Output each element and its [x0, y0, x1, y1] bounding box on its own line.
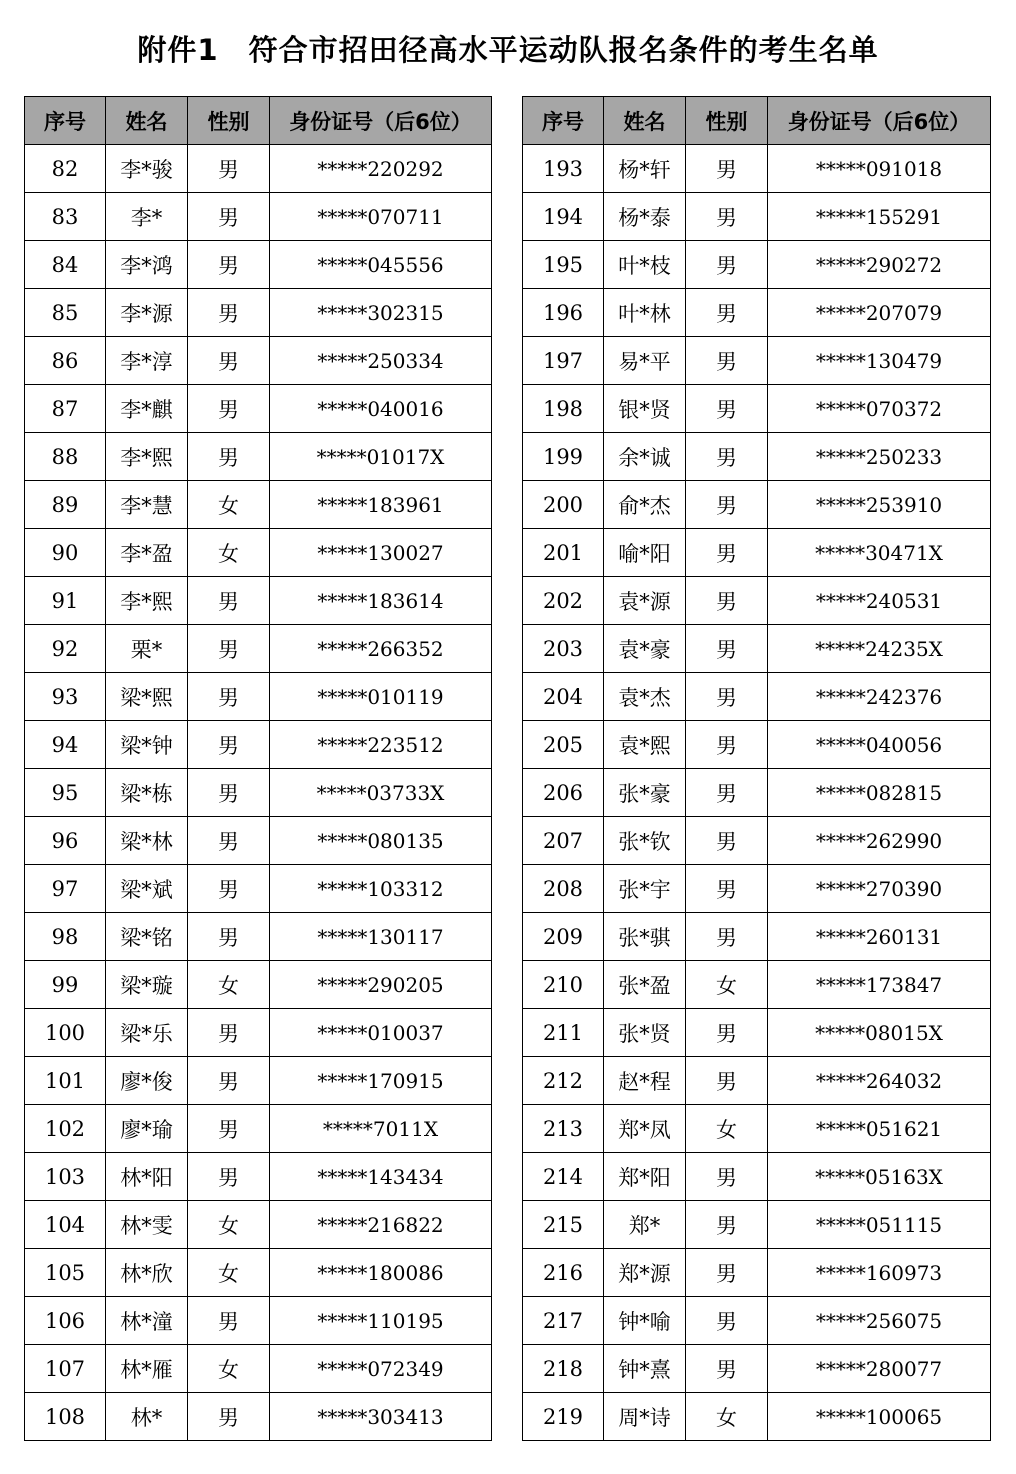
- cell-id: *****130117: [270, 913, 492, 961]
- cell-gender: 男: [686, 529, 768, 577]
- cell-name: 林*阳: [106, 1153, 188, 1201]
- cell-gender: 男: [686, 673, 768, 721]
- cell-name: 叶*林: [604, 289, 686, 337]
- cell-name: 林*欣: [106, 1249, 188, 1297]
- cell-gender: 男: [188, 1153, 270, 1201]
- cell-name: 梁*熙: [106, 673, 188, 721]
- cell-name: 李*淳: [106, 337, 188, 385]
- cell-name: 张*盈: [604, 961, 686, 1009]
- header-name: 姓名: [604, 97, 686, 145]
- cell-id: *****266352: [270, 625, 492, 673]
- table-row: [25, 1345, 492, 1393]
- table-row: [523, 289, 991, 337]
- cell-seq: 195: [523, 241, 604, 289]
- cell-seq: 208: [523, 865, 604, 913]
- table-row: [25, 769, 492, 817]
- cell-gender: 男: [188, 337, 270, 385]
- cell-id: *****242376: [768, 673, 991, 721]
- table-row: [523, 817, 991, 865]
- cell-id: *****24235X: [768, 625, 991, 673]
- cell-gender: 男: [686, 625, 768, 673]
- cell-name: 梁*林: [106, 817, 188, 865]
- cell-gender: 男: [188, 769, 270, 817]
- cell-id: *****070372: [768, 385, 991, 433]
- cell-gender: 男: [188, 433, 270, 481]
- cell-id: *****155291: [768, 193, 991, 241]
- cell-name: 杨*轩: [604, 145, 686, 193]
- table-row: [523, 241, 991, 289]
- cell-gender: 男: [686, 337, 768, 385]
- cell-name: 张*钦: [604, 817, 686, 865]
- table-row: [25, 817, 492, 865]
- header-id: 身份证号（后6位）: [270, 97, 492, 145]
- table-row: [25, 961, 492, 1009]
- cell-seq: 198: [523, 385, 604, 433]
- table-row: [25, 433, 492, 481]
- table-row: [25, 1297, 492, 1345]
- table-row: [25, 529, 492, 577]
- cell-name: 余*诚: [604, 433, 686, 481]
- cell-gender: 男: [686, 769, 768, 817]
- cell-gender: 男: [188, 193, 270, 241]
- cell-name: 易*平: [604, 337, 686, 385]
- header-seq: 序号: [523, 97, 604, 145]
- cell-id: *****160973: [768, 1249, 991, 1297]
- cell-seq: 86: [25, 337, 106, 385]
- cell-id: *****256075: [768, 1297, 991, 1345]
- cell-seq: 92: [25, 625, 106, 673]
- cell-seq: 103: [25, 1153, 106, 1201]
- cell-gender: 男: [686, 193, 768, 241]
- cell-id: *****130479: [768, 337, 991, 385]
- cell-seq: 90: [25, 529, 106, 577]
- table-row: [25, 145, 492, 193]
- cell-seq: 83: [25, 193, 106, 241]
- cell-id: *****290205: [270, 961, 492, 1009]
- cell-name: 李*: [106, 193, 188, 241]
- cell-seq: 96: [25, 817, 106, 865]
- cell-name: 廖*瑜: [106, 1105, 188, 1153]
- table-row: [523, 1201, 991, 1249]
- cell-gender: 男: [686, 865, 768, 913]
- cell-name: 栗*: [106, 625, 188, 673]
- header-gender: 性别: [188, 97, 270, 145]
- cell-name: 梁*栋: [106, 769, 188, 817]
- cell-gender: 男: [188, 1105, 270, 1153]
- table-row: [25, 625, 492, 673]
- header-seq: 序号: [25, 97, 106, 145]
- candidate-table-left: [24, 96, 492, 1441]
- cell-gender: 男: [188, 817, 270, 865]
- cell-seq: 108: [25, 1393, 106, 1441]
- cell-seq: 97: [25, 865, 106, 913]
- header-gender: 性别: [686, 97, 768, 145]
- cell-seq: 219: [523, 1393, 604, 1441]
- cell-seq: 217: [523, 1297, 604, 1345]
- cell-id: *****070711: [270, 193, 492, 241]
- cell-id: *****30471X: [768, 529, 991, 577]
- cell-name: 梁*斌: [106, 865, 188, 913]
- cell-gender: 女: [188, 481, 270, 529]
- cell-name: 张*豪: [604, 769, 686, 817]
- cell-name: 林*雁: [106, 1345, 188, 1393]
- cell-id: *****103312: [270, 865, 492, 913]
- table-row: [25, 241, 492, 289]
- cell-id: *****143434: [270, 1153, 492, 1201]
- cell-id: *****253910: [768, 481, 991, 529]
- cell-id: *****170915: [270, 1057, 492, 1105]
- cell-gender: 男: [686, 817, 768, 865]
- table-row: [25, 1009, 492, 1057]
- cell-gender: 男: [686, 289, 768, 337]
- cell-seq: 99: [25, 961, 106, 1009]
- cell-gender: 女: [188, 1345, 270, 1393]
- cell-gender: 男: [686, 1057, 768, 1105]
- cell-name: 李*麒: [106, 385, 188, 433]
- cell-id: *****091018: [768, 145, 991, 193]
- cell-seq: 93: [25, 673, 106, 721]
- cell-seq: 100: [25, 1009, 106, 1057]
- cell-gender: 男: [686, 385, 768, 433]
- table-row: [523, 1105, 991, 1153]
- cell-id: *****280077: [768, 1345, 991, 1393]
- table-row: [523, 529, 991, 577]
- cell-name: 李*骏: [106, 145, 188, 193]
- cell-seq: 105: [25, 1249, 106, 1297]
- cell-gender: 男: [188, 1297, 270, 1345]
- cell-seq: 210: [523, 961, 604, 1009]
- table-header-row: [523, 97, 991, 145]
- cell-id: *****130027: [270, 529, 492, 577]
- cell-gender: 男: [188, 577, 270, 625]
- cell-gender: 男: [686, 1249, 768, 1297]
- cell-gender: 女: [686, 1393, 768, 1441]
- cell-id: *****264032: [768, 1057, 991, 1105]
- cell-gender: 男: [686, 241, 768, 289]
- table-row: [523, 145, 991, 193]
- cell-id: *****216822: [270, 1201, 492, 1249]
- cell-gender: 女: [188, 529, 270, 577]
- cell-name: 郑*: [604, 1201, 686, 1249]
- table-row: [523, 577, 991, 625]
- table-row: [25, 1153, 492, 1201]
- cell-gender: 男: [188, 913, 270, 961]
- cell-seq: 205: [523, 721, 604, 769]
- cell-id: *****223512: [270, 721, 492, 769]
- table-row: [523, 1249, 991, 1297]
- cell-seq: 84: [25, 241, 106, 289]
- cell-seq: 216: [523, 1249, 604, 1297]
- cell-id: *****180086: [270, 1249, 492, 1297]
- cell-id: *****290272: [768, 241, 991, 289]
- cell-name: 梁*乐: [106, 1009, 188, 1057]
- cell-gender: 男: [686, 1009, 768, 1057]
- table-row: [523, 721, 991, 769]
- cell-seq: 107: [25, 1345, 106, 1393]
- cell-seq: 88: [25, 433, 106, 481]
- table-row: [523, 961, 991, 1009]
- cell-seq: 98: [25, 913, 106, 961]
- cell-id: *****262990: [768, 817, 991, 865]
- cell-name: 梁*钟: [106, 721, 188, 769]
- cell-id: *****183614: [270, 577, 492, 625]
- cell-seq: 212: [523, 1057, 604, 1105]
- cell-gender: 女: [686, 1105, 768, 1153]
- cell-seq: 89: [25, 481, 106, 529]
- cell-name: 郑*源: [604, 1249, 686, 1297]
- cell-seq: 82: [25, 145, 106, 193]
- cell-seq: 213: [523, 1105, 604, 1153]
- table-row: [523, 1393, 991, 1441]
- cell-gender: 男: [188, 1057, 270, 1105]
- cell-id: *****082815: [768, 769, 991, 817]
- cell-seq: 215: [523, 1201, 604, 1249]
- table-row: [523, 865, 991, 913]
- cell-seq: 95: [25, 769, 106, 817]
- cell-id: *****051621: [768, 1105, 991, 1153]
- cell-seq: 209: [523, 913, 604, 961]
- cell-seq: 104: [25, 1201, 106, 1249]
- cell-name: 梁*铭: [106, 913, 188, 961]
- cell-name: 袁*源: [604, 577, 686, 625]
- cell-gender: 女: [188, 961, 270, 1009]
- cell-name: 郑*阳: [604, 1153, 686, 1201]
- table-row: [25, 673, 492, 721]
- table-row: [25, 385, 492, 433]
- cell-gender: 男: [188, 625, 270, 673]
- cell-name: 李*熙: [106, 433, 188, 481]
- table-row: [523, 337, 991, 385]
- cell-name: 李*鸿: [106, 241, 188, 289]
- table-row: [25, 481, 492, 529]
- cell-seq: 204: [523, 673, 604, 721]
- cell-seq: 199: [523, 433, 604, 481]
- cell-gender: 男: [686, 1345, 768, 1393]
- table-row: [25, 1057, 492, 1105]
- cell-seq: 102: [25, 1105, 106, 1153]
- cell-id: *****100065: [768, 1393, 991, 1441]
- cell-seq: 202: [523, 577, 604, 625]
- cell-name: 喻*阳: [604, 529, 686, 577]
- cell-id: *****080135: [270, 817, 492, 865]
- cell-name: 袁*杰: [604, 673, 686, 721]
- cell-id: *****270390: [768, 865, 991, 913]
- cell-id: *****250233: [768, 433, 991, 481]
- cell-seq: 211: [523, 1009, 604, 1057]
- cell-gender: 男: [188, 865, 270, 913]
- table-row: [25, 1201, 492, 1249]
- table-row: [523, 193, 991, 241]
- cell-name: 袁*熙: [604, 721, 686, 769]
- cell-seq: 207: [523, 817, 604, 865]
- cell-name: 叶*枝: [604, 241, 686, 289]
- table-row: [523, 433, 991, 481]
- cell-id: *****051115: [768, 1201, 991, 1249]
- cell-name: 杨*泰: [604, 193, 686, 241]
- cell-gender: 男: [188, 145, 270, 193]
- cell-gender: 男: [686, 433, 768, 481]
- header-name: 姓名: [106, 97, 188, 145]
- cell-seq: 94: [25, 721, 106, 769]
- table-row: [25, 865, 492, 913]
- cell-gender: 男: [188, 1393, 270, 1441]
- cell-id: *****05163X: [768, 1153, 991, 1201]
- cell-gender: 女: [188, 1249, 270, 1297]
- cell-id: *****240531: [768, 577, 991, 625]
- cell-gender: 女: [188, 1201, 270, 1249]
- cell-id: *****303413: [270, 1393, 492, 1441]
- cell-gender: 男: [188, 385, 270, 433]
- cell-id: *****173847: [768, 961, 991, 1009]
- candidate-table-right: [522, 96, 991, 1441]
- cell-seq: 193: [523, 145, 604, 193]
- table-row: [523, 913, 991, 961]
- cell-name: 银*贤: [604, 385, 686, 433]
- table-row: [523, 1009, 991, 1057]
- cell-seq: 203: [523, 625, 604, 673]
- cell-seq: 197: [523, 337, 604, 385]
- table-row: [523, 1057, 991, 1105]
- cell-id: *****010037: [270, 1009, 492, 1057]
- cell-gender: 男: [686, 145, 768, 193]
- cell-name: 林*雯: [106, 1201, 188, 1249]
- table-row: [25, 1105, 492, 1153]
- table-row: [523, 673, 991, 721]
- cell-name: 廖*俊: [106, 1057, 188, 1105]
- cell-gender: 男: [188, 721, 270, 769]
- cell-name: 张*贤: [604, 1009, 686, 1057]
- cell-id: *****7011X: [270, 1105, 492, 1153]
- cell-gender: 女: [686, 961, 768, 1009]
- cell-gender: 男: [188, 289, 270, 337]
- cell-seq: 196: [523, 289, 604, 337]
- cell-seq: 200: [523, 481, 604, 529]
- cell-seq: 206: [523, 769, 604, 817]
- cell-name: 林*: [106, 1393, 188, 1441]
- cell-gender: 男: [686, 1297, 768, 1345]
- cell-gender: 男: [188, 241, 270, 289]
- table-row: [25, 193, 492, 241]
- cell-id: *****03733X: [270, 769, 492, 817]
- cell-id: *****040016: [270, 385, 492, 433]
- table-row: [25, 1249, 492, 1297]
- cell-gender: 男: [686, 913, 768, 961]
- cell-seq: 218: [523, 1345, 604, 1393]
- cell-id: *****010119: [270, 673, 492, 721]
- table-row: [25, 721, 492, 769]
- cell-id: *****08015X: [768, 1009, 991, 1057]
- cell-id: *****183961: [270, 481, 492, 529]
- table-row: [523, 1297, 991, 1345]
- cell-seq: 101: [25, 1057, 106, 1105]
- cell-seq: 106: [25, 1297, 106, 1345]
- cell-id: *****220292: [270, 145, 492, 193]
- cell-name: 李*慧: [106, 481, 188, 529]
- table-row: [523, 385, 991, 433]
- table-row: [523, 1345, 991, 1393]
- cell-id: *****250334: [270, 337, 492, 385]
- cell-name: 俞*杰: [604, 481, 686, 529]
- cell-name: 钟*熹: [604, 1345, 686, 1393]
- cell-seq: 87: [25, 385, 106, 433]
- table-row: [25, 913, 492, 961]
- cell-seq: 85: [25, 289, 106, 337]
- cell-gender: 男: [686, 1201, 768, 1249]
- cell-gender: 男: [686, 577, 768, 625]
- cell-id: *****045556: [270, 241, 492, 289]
- cell-id: *****207079: [768, 289, 991, 337]
- table-row: [25, 289, 492, 337]
- cell-id: *****072349: [270, 1345, 492, 1393]
- cell-gender: 男: [686, 481, 768, 529]
- cell-name: 李*熙: [106, 577, 188, 625]
- table-row: [523, 625, 991, 673]
- table-row: [25, 577, 492, 625]
- cell-name: 李*源: [106, 289, 188, 337]
- cell-id: *****040056: [768, 721, 991, 769]
- cell-name: 袁*豪: [604, 625, 686, 673]
- cell-name: 张*骐: [604, 913, 686, 961]
- cell-id: *****01017X: [270, 433, 492, 481]
- cell-name: 林*潼: [106, 1297, 188, 1345]
- table-row: [523, 769, 991, 817]
- cell-seq: 214: [523, 1153, 604, 1201]
- cell-name: 郑*凤: [604, 1105, 686, 1153]
- table-row: [25, 337, 492, 385]
- cell-gender: 男: [686, 1153, 768, 1201]
- table-header-row: [25, 97, 492, 145]
- cell-id: *****302315: [270, 289, 492, 337]
- cell-id: *****110195: [270, 1297, 492, 1345]
- table-row: [523, 1153, 991, 1201]
- cell-seq: 201: [523, 529, 604, 577]
- cell-name: 赵*程: [604, 1057, 686, 1105]
- page-title: 附件1 符合市招田径高水平运动队报名条件的考生名单: [137, 33, 879, 67]
- cell-seq: 194: [523, 193, 604, 241]
- cell-name: 梁*璇: [106, 961, 188, 1009]
- table-row: [25, 1393, 492, 1441]
- cell-name: 钟*喻: [604, 1297, 686, 1345]
- table-row: [523, 481, 991, 529]
- cell-name: 张*宇: [604, 865, 686, 913]
- cell-gender: 男: [188, 1009, 270, 1057]
- header-id: 身份证号（后6位）: [768, 97, 991, 145]
- cell-name: 李*盈: [106, 529, 188, 577]
- cell-seq: 91: [25, 577, 106, 625]
- cell-gender: 男: [188, 673, 270, 721]
- cell-gender: 男: [686, 721, 768, 769]
- cell-id: *****260131: [768, 913, 991, 961]
- cell-name: 周*诗: [604, 1393, 686, 1441]
